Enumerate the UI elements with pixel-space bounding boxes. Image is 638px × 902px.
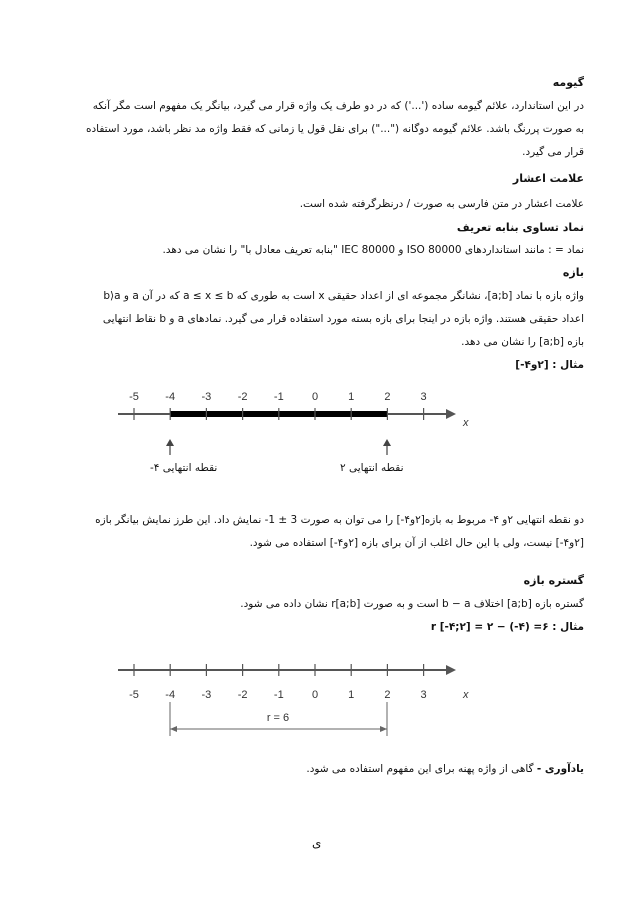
- tick-label: 1: [348, 689, 355, 701]
- example-label: مثال : [۲و۴-]: [515, 359, 584, 371]
- axis-var: x: [463, 417, 469, 429]
- paragraph-line: قرار می گیرد.: [522, 146, 584, 158]
- tick-label: -4: [165, 689, 176, 701]
- paragraph-line: دو نقطه انتهایی ۲و ۴- مربوط به بازه[۲و۴-] را می توان به صورت 3 ± 1- نمایش داد. این طرز نمایش بیانگر بازه: [95, 514, 584, 526]
- r-label: r = 6: [266, 712, 290, 724]
- example-label: مثال : ۶= (۴-) − ۲ = [۲;۴-] r: [430, 621, 584, 633]
- span-arrow-right: [380, 726, 387, 732]
- paragraph-line: نماد = : مانند استانداردهای ISO 80000 و IEC 80000 "بنابه تعریف معادل با" را نشان می دهد.: [162, 244, 584, 256]
- paragraph-line: به صورت پررنگ باشد. علائم گیومه دوگانه ("...") برای نقل قول یا زمانی که فقط واژه مد نظر باشد، مورد استفاده: [85, 123, 584, 135]
- paragraph-line: واژه بازه با نماد [a;b]، نشانگر مجموعه ای از اعداد حقیقی x است به طوری که a ≤ x ≤ b که در آن a و b⟩a: [103, 290, 584, 302]
- paragraph-line: علامت اعشار در متن فارسی به صورت / درنظرگرفته شده است.: [299, 198, 584, 210]
- tick-label: -5: [129, 689, 139, 701]
- axis-var: x: [463, 689, 469, 701]
- endpoint-label-right: نقطه انتهایی ۲: [340, 462, 404, 474]
- tick-label: 0: [311, 689, 319, 701]
- tick-label: -5: [129, 391, 139, 403]
- tick-label: 1: [348, 391, 355, 403]
- tick-label: -4: [165, 391, 176, 403]
- tick-label: -3: [201, 689, 212, 701]
- heading-definition: نماد تساوی بنابه تعریف: [456, 221, 584, 234]
- tick-label: -2: [237, 391, 248, 403]
- heading-interval: بازه: [562, 266, 584, 279]
- axis-arrowhead: [446, 665, 456, 675]
- tick-label: 3: [420, 391, 427, 403]
- tick-label: -3: [201, 391, 212, 403]
- paragraph-line: اعداد حقیقی هستند. واژه بازه در اینجا برای بازه بسته مورد استفاده قرار می گیرد. نمادهای a و b نقاط انتهایی: [102, 313, 584, 325]
- heading-range: گستره بازه: [523, 574, 584, 587]
- heading-decimal: علامت اعشار: [512, 172, 584, 185]
- tick-label: 0: [311, 391, 319, 403]
- tick-label: 2: [384, 391, 391, 403]
- endpoint-label-left: نقطه انتهایی ۴-: [150, 462, 218, 474]
- tick-label: -1: [273, 391, 284, 403]
- heading-quotes: گیومه: [552, 76, 584, 89]
- page-number: ی: [312, 836, 322, 850]
- tick-label: 2: [384, 689, 391, 701]
- paragraph-line: در این استاندارد، علائم گیومه ساده ('...') که در دو طرف یک واژه قرار می گیرد، بیانگر یک مفهوم است مگر آنکه: [92, 100, 584, 112]
- tick-label: -1: [273, 689, 284, 701]
- note-text: گاهی از واژه پهنه برای این مفهوم استفاده می شود.: [306, 763, 534, 775]
- note-label: یادآوری -: [536, 763, 584, 775]
- paragraph-line: گستره بازه [a;b] اختلاف b − a است و به صورت r[a;b] نشان داده می شود.: [240, 598, 584, 610]
- tick-label: -2: [237, 689, 248, 701]
- paragraph-line: بازه [a;b] را نشان می دهد.: [461, 336, 584, 348]
- tick-label: 3: [420, 689, 427, 701]
- paragraph-line: [۲و۴-] نیست، ولی با این حال اغلب از آن برای بازه [۲و۴-] استفاده می شود.: [249, 537, 584, 549]
- span-arrow-left: [170, 726, 177, 732]
- note: [54, 762, 584, 776]
